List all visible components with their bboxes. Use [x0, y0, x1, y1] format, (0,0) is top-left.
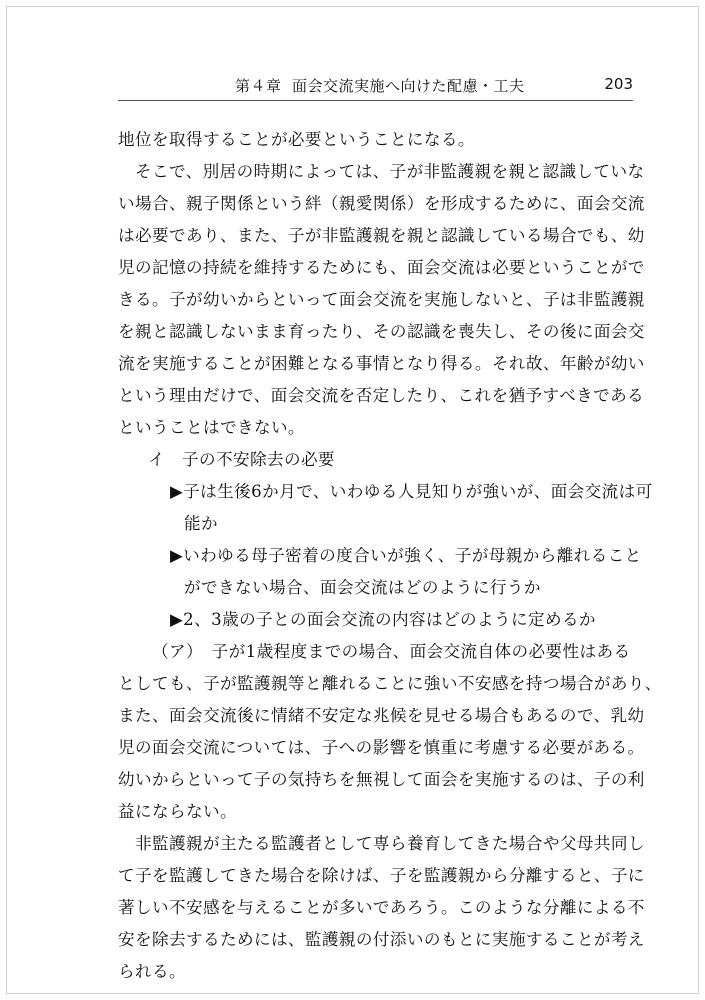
text-line: きる。子が幼いからといって面会交流を実施しないと、子は非監護親 [118, 290, 645, 309]
running-head [0, 72, 705, 98]
section-heading: イ 子の不安除去の必要 [148, 450, 335, 469]
text-line: 児の面会交流については、子への影響を慎重に考慮する必要がある。 [118, 738, 645, 757]
text-line: い場合、親子関係という絆（親愛関係）を形成するために、面会交流 [118, 194, 645, 213]
text-line: 益にならない。 [118, 802, 237, 821]
text-line: ということはできない。 [118, 418, 305, 437]
question-item-cont: 能か [184, 514, 218, 533]
text-line: 幼いからといって子の気持ちを無視して面会を実施するのは、子の利 [118, 770, 645, 789]
text-line: 著しい不安感を与えることが多いであろう。このような分離による不 [118, 898, 645, 917]
question-item-cont: ができない場合、面会交流はどのように行うか [184, 578, 541, 597]
text-line: 地位を取得することが必要ということになる。 [118, 130, 475, 149]
text-line: られる。 [118, 962, 186, 981]
text-line: という理由だけで、面会交流を否定したり、これを猶予すべきである [118, 386, 645, 405]
text-line: としても、子が監護親等と離れることに強い不安感を持つ場合があり、 [118, 674, 662, 693]
chapter-label: 第４章 [235, 77, 282, 95]
text-line: 非監護親が主たる監護者として専ら養育してきた場合や父母共同し [135, 834, 645, 853]
chapter-title: 面会交流実施へ向けた配慮・工夫 [292, 77, 525, 95]
text-line: また、面会交流後に情緒不安定な兆候を見せる場合もあるので、乳幼 [118, 706, 645, 725]
text-line: 安を除去するためには、監護親の付添いのもとに実施することが考え [118, 930, 645, 949]
question-item: ▶子は生後6か月で、いわゆる人見知りが強いが、面会交流は可 [170, 482, 653, 501]
header-rule [118, 100, 633, 101]
question-item: ▶いわゆる母子密着の度合いが強く、子が母親から離れること [170, 546, 642, 565]
subsection-line: （ア） 子が1歳程度までの場合、面会交流自体の必要性はある [152, 642, 631, 661]
text-line: て子を監護してきた場合を除けば、子を監護親から分離すると、子に [118, 866, 645, 885]
text-line: は必要であり、また、子が非監護親を親と認識している場合でも、幼 [118, 226, 645, 245]
body-text [118, 124, 662, 988]
text-line: を親と認識しないまま育ったり、その認識を喪失し、その後に面会交 [118, 322, 645, 341]
text-line: 児の記憶の持続を維持するためにも、面会交流は必要ということがで [118, 258, 645, 277]
text-line: 流を実施することが困難となる事情となり得る。それ故、年齢が幼い [118, 354, 645, 373]
page-number: 203 [604, 75, 633, 93]
text-line: そこで、別居の時期によっては、子が非監護親を親と認識していな [135, 162, 645, 181]
question-item: ▶2、3歳の子との面会交流の内容はどのように定めるか [170, 610, 596, 629]
